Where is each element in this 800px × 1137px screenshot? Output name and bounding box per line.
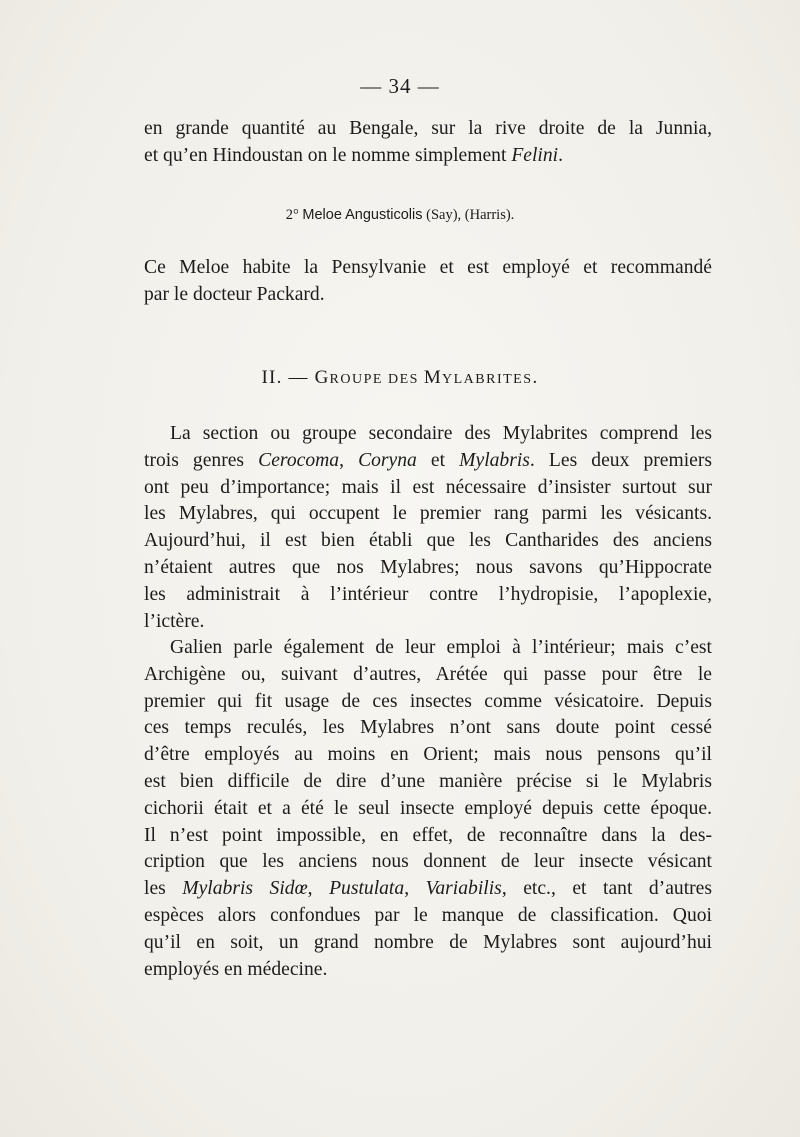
text-line: espèces alors confondues par le manque de classification. Quoi — [144, 904, 712, 926]
text-run: . — [558, 144, 564, 166]
heading-smallcaps: DES — [382, 372, 424, 387]
text-line: l’ictère. — [144, 610, 205, 632]
italic-term: Cerocoma — [258, 449, 340, 471]
text-line: qu’il en soit, un grand nombre de Mylabres sont aujourd’hui — [144, 931, 712, 953]
text-run: et qu’en Hindoustan on le nomme simplement — [144, 144, 512, 166]
text-line — [144, 448, 712, 475]
text-line: d’être employés au moins en Orient; mais nous pensons qu’il — [144, 744, 712, 766]
text-line: Aujourd’hui, il est bien établi que les Cantharides des anciens — [144, 530, 712, 552]
text-line: les Mylabres, qui occupent le premier rang parmi les vésicants. — [144, 503, 712, 525]
text-line: les administrait à l’intérieur contre l’hydropisie, l’apoplexie, — [144, 583, 712, 605]
text-line: est bien difficile de dire d’une manière précise si le Mylabris — [144, 770, 712, 792]
text-line: Ce Meloe habite la Pensylvanie et est employé et recommandé — [144, 257, 712, 278]
text-line: par le docteur Packard. — [144, 283, 325, 305]
text-run: , — [339, 449, 359, 471]
text-line: Archigène ou, suivant d’autres, Arétée qui passe pour être le — [144, 663, 712, 685]
text-run: trois genres — [144, 449, 259, 471]
text-run: , etc., et tant d’autres — [501, 878, 712, 900]
heading-period: . — [532, 367, 539, 388]
text-line: ont peu d’importance; mais il est nécessaire d’insister surtout sur — [144, 476, 712, 498]
italic-term: Mylabris — [459, 449, 530, 471]
text-run: , — [404, 878, 426, 900]
italic-term: Pustulata — [329, 878, 405, 900]
italic-term: Felini — [511, 144, 559, 166]
text-line: cription que les anciens nous donnent de leur insecte vésicant — [144, 851, 712, 873]
paragraph-galien — [144, 635, 712, 983]
text-line: premier qui fit usage de ces insectes comme vésicatoire. Depuis — [144, 690, 712, 712]
species-subheading — [0, 207, 800, 224]
text-line: Galien parle également de leur emploi à l’intérieur; mais c’est — [170, 637, 712, 658]
section-numeral: II. — — [261, 367, 315, 388]
text-line: La section ou groupe secondaire des Mylabrites comprend les — [170, 423, 712, 444]
text-line: Il n’est point impossible, en effet, de reconnaître dans la des- — [144, 824, 712, 846]
text-line: employés en médecine. — [144, 958, 328, 980]
italic-term: Coryna — [358, 449, 417, 471]
heading-cap: M — [423, 367, 443, 388]
species-name: Meloe Angusticolis — [302, 207, 423, 223]
text-line: ces temps reculés, les Mylabres n’ont sans doute point cessé — [144, 717, 712, 739]
text-run: et — [416, 449, 460, 471]
heading-smallcaps: YLABRITES — [442, 372, 533, 387]
heading-smallcaps: ROUPE — [329, 372, 383, 387]
paragraph-mylabrites — [144, 421, 712, 635]
paragraph-bengale — [144, 116, 712, 170]
heading-cap: G — [314, 367, 330, 388]
paragraph-pensylvanie — [144, 255, 712, 309]
subheading-number: 2° — [285, 207, 303, 223]
text-line: cichorii était et a été le seul insecte employé depuis cette époque. — [144, 797, 712, 819]
text-run: , — [307, 878, 330, 900]
section-heading — [0, 367, 800, 389]
species-authors: (Say), (Harris). — [422, 207, 515, 223]
text-run: . Les deux premiers — [529, 449, 713, 471]
text-line — [144, 143, 712, 170]
text-line — [144, 876, 712, 903]
page-number: — 34 — — [360, 74, 440, 98]
text-run: les — [144, 878, 183, 900]
text-line: n’étaient autres que nos Mylabres; nous savons qu’Hippocrate — [144, 556, 712, 578]
italic-term: Variabilis — [425, 878, 502, 900]
italic-term: Mylabris Sidœ — [182, 878, 308, 900]
text-line: en grande quantité au Bengale, sur la rive droite de la Junnia, — [144, 118, 712, 139]
